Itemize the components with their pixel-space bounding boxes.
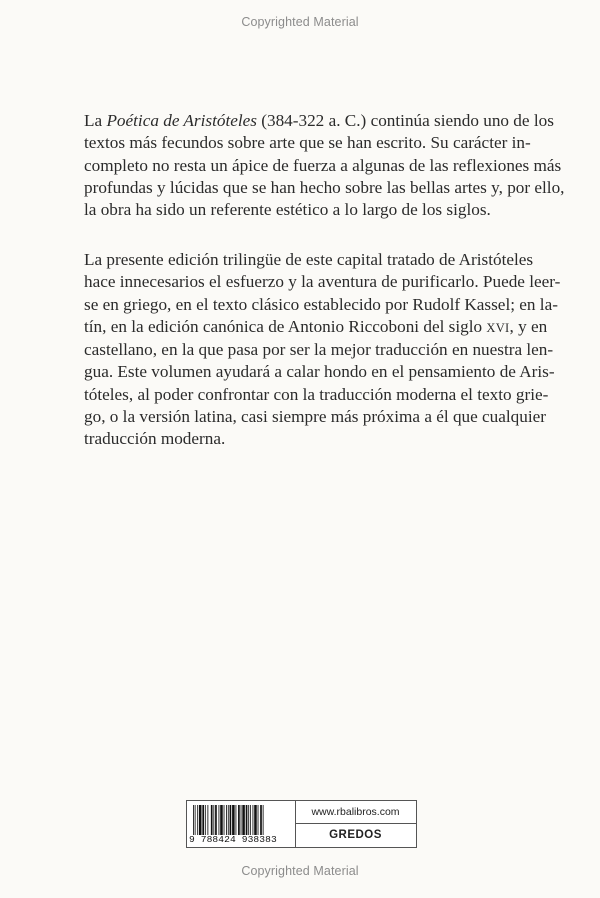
barcode-bar (232, 805, 235, 835)
barcode-bar (211, 805, 213, 835)
barcode-bar (242, 805, 245, 835)
barcode-bar (248, 805, 249, 835)
paragraph-line: go, o la versión latina, casi siempre más próxima a él que cualquier (84, 407, 546, 427)
paragraph-line: La presente edición trilingüe de este capital tratado de Aristóteles (84, 250, 534, 269)
barcode-bar (258, 805, 259, 835)
barcode-bar (215, 805, 217, 835)
paragraph-line: la obra ha sido un referente estético a lo largo de los siglos. (84, 200, 491, 220)
description-paragraph-1 (84, 110, 565, 221)
isbn-digits: 9 788424 938383 (189, 834, 277, 845)
barcode-bar (246, 805, 248, 835)
barcode-bar (260, 805, 262, 835)
barcode-bar (199, 805, 202, 835)
barcode-bar (202, 805, 204, 835)
barcode-bar (236, 805, 237, 835)
paragraph-line: profundas y lúcidas que se han hecho sobre las bellas artes y, por ello, (84, 177, 565, 197)
publisher-name: GREDOS (329, 829, 382, 841)
barcode-bar (197, 805, 198, 835)
paragraph-line: traducción moderna. (84, 429, 226, 449)
barcode-bar (254, 805, 257, 835)
paragraph-line: hace innecesarios el esfuerzo y la aventura de purificarlo. Puede leer- (84, 272, 561, 292)
publisher-url: www.rbalibros.com (295, 801, 416, 824)
barcode-bar (241, 805, 242, 835)
barcode-bar (207, 805, 208, 835)
century-numeral: XVI (486, 320, 510, 335)
barcode-bars (193, 805, 291, 835)
paragraph-line: tóteles, al poder confrontar con la traducción moderna el texto grie- (84, 384, 549, 404)
copyright-watermark-bottom: Copyrighted Material (241, 864, 359, 878)
paragraph-line: gua. Este volumen ayudará a calar hondo en el pensamiento de Aris- (84, 362, 555, 382)
copyright-watermark-top: Copyrighted Material (241, 15, 359, 29)
barcode-bar (219, 805, 220, 835)
description-paragraph-2 (84, 249, 561, 451)
barcode-bar (226, 805, 227, 835)
paragraph-line: textos más fecundos sobre arte que se han escrito. Su carácter in- (84, 133, 531, 153)
paragraph-line: tín, en la edición canónica de Antonio Riccoboni del siglo XVI, y en (84, 316, 548, 336)
paragraph-line: La Poética de Aristóteles (384-322 a. C.) continúa siendo uno de los (84, 111, 554, 130)
barcode-bar (250, 805, 251, 835)
barcode-bar (195, 805, 196, 835)
barcode-bar (220, 805, 223, 835)
book-title: Poética de Aristóteles (106, 111, 257, 130)
barcode-bar (230, 805, 232, 835)
isbn-barcode (187, 801, 296, 847)
barcode-bar (224, 805, 225, 835)
barcode-bar (238, 805, 240, 835)
barcode-bar (253, 805, 254, 835)
barcode-bar (263, 805, 264, 835)
barcode-bar (228, 805, 229, 835)
paragraph-line: completo no resta un ápice de fuerza a algunas de las reflexiones más (84, 155, 562, 175)
paragraph-line: castellano, en la que pasa por ser la mejor traducción en nuestra len- (84, 340, 554, 360)
barcode-bar (193, 805, 194, 835)
barcode-bar (213, 805, 214, 835)
barcode-bar (205, 805, 206, 835)
paragraph-line: se en griego, en el texto clásico establecido por Rudolf Kassel; en la- (84, 294, 558, 314)
barcode-box (186, 800, 417, 848)
